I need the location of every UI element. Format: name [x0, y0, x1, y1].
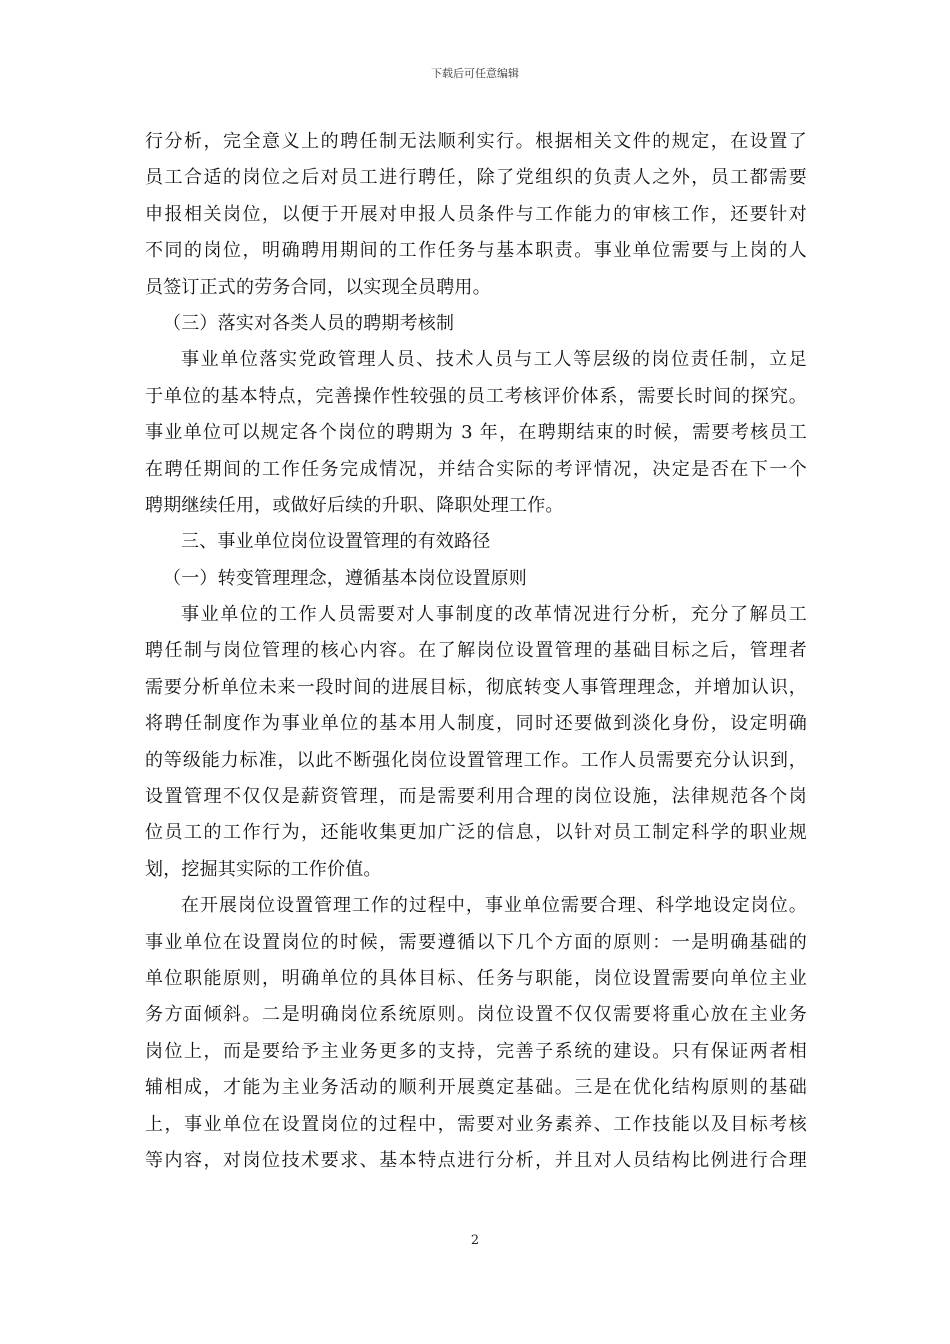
text-line: 事业单位落实党政管理人员、技术人员与工人等层级的岗位责任制，立足 [181, 349, 807, 371]
text-line: 事业单位的工作人员需要对人事制度的改革情况进行分析，充分了解员工 [181, 604, 807, 626]
text-line: 单位职能原则，明确单位的具体目标、任务与职能，岗位设置需要向单位主业 [145, 967, 807, 989]
text-line: 设置管理不仅仅是薪资管理，而是需要利用合理的岗位设施，法律规范各个岗 [145, 786, 807, 808]
text-line: 聘任制与岗位管理的核心内容。在了解岗位设置管理的基础目标之后，管理者 [145, 640, 807, 662]
text-line: 岗位上，而是要给予主业务更多的支持，完善子系统的建设。只有保证两者相 [145, 1040, 807, 1062]
text-line: 的等级能力标准，以此不断强化岗位设置管理工作。工作人员需要充分认识到， [145, 749, 807, 771]
text-line: 于单位的基本特点，完善操作性较强的员工考核评价体系，需要长时间的探究。 [145, 385, 807, 407]
text-line: 在开展岗位设置管理工作的过程中，事业单位需要合理、科学地设定岗位。 [181, 895, 807, 917]
text-line: 位员工的工作行为，还能收集更加广泛的信息，以针对员工制定科学的职业规 [145, 822, 807, 844]
text-line: 将聘任制度作为事业单位的基本用人制度，同时还要做到淡化身份，设定明确 [145, 713, 807, 735]
text-line: 等内容，对岗位技术要求、基本特点进行分析，并且对人员结构比例进行合理 [145, 1149, 807, 1171]
text-line: 在聘任期间的工作任务完成情况，并结合实际的考评情况，决定是否在下一个 [145, 458, 807, 480]
section-heading: 三、事业单位岗位设置管理的有效路径 [181, 531, 491, 553]
text-line: 事业单位可以规定各个岗位的聘期为 3 年，在聘期结束的时候，需要考核员工 [145, 422, 807, 444]
page-header: 下载后可任意编辑 [431, 67, 519, 80]
page-number: 2 [470, 1233, 480, 1248]
section-heading: （一）转变管理理念，遵循基本岗位设置原则 [163, 567, 527, 589]
body-text [145, 124, 807, 1179]
text-line: 申报相关岗位，以便于开展对申报人员条件与工作能力的审核工作，还要针对 [145, 203, 807, 225]
text-line: 上，事业单位在设置岗位的过程中，需要对业务素养、工作技能以及目标考核 [145, 1113, 807, 1135]
text-line: 务方面倾斜。二是明确岗位系统原则。岗位设置不仅仅需要将重心放在主业务 [145, 1004, 807, 1026]
text-line: 不同的岗位，明确聘用期间的工作任务与基本职责。事业单位需要与上岗的人 [145, 240, 807, 262]
text-line: 需要分析单位未来一段时间的进展目标，彻底转变人事管理理念，并增加认识， [145, 676, 807, 698]
section-heading: （三）落实对各类人员的聘期考核制 [163, 312, 455, 334]
text-line: 行分析，完全意义上的聘任制无法顺利实行。根据相关文件的规定，在设置了 [145, 131, 807, 152]
text-line: 聘期继续任用，或做好后续的升职、降职处理工作。 [145, 494, 564, 516]
text-line: 员签订正式的劳务合同，以实现全员聘用。 [145, 276, 491, 298]
text-line: 员工合适的岗位之后对员工进行聘任，除了党组织的负责人之外，员工都需要 [145, 167, 807, 189]
text-line: 划，挖掘其实际的工作价值。 [145, 858, 382, 880]
text-line: 事业单位在设置岗位的时候，需要遵循以下几个方面的原则：一是明确基础的 [145, 931, 807, 953]
text-line: 辅相成，才能为主业务活动的顺利开展奠定基础。三是在优化结构原则的基础 [145, 1077, 807, 1099]
